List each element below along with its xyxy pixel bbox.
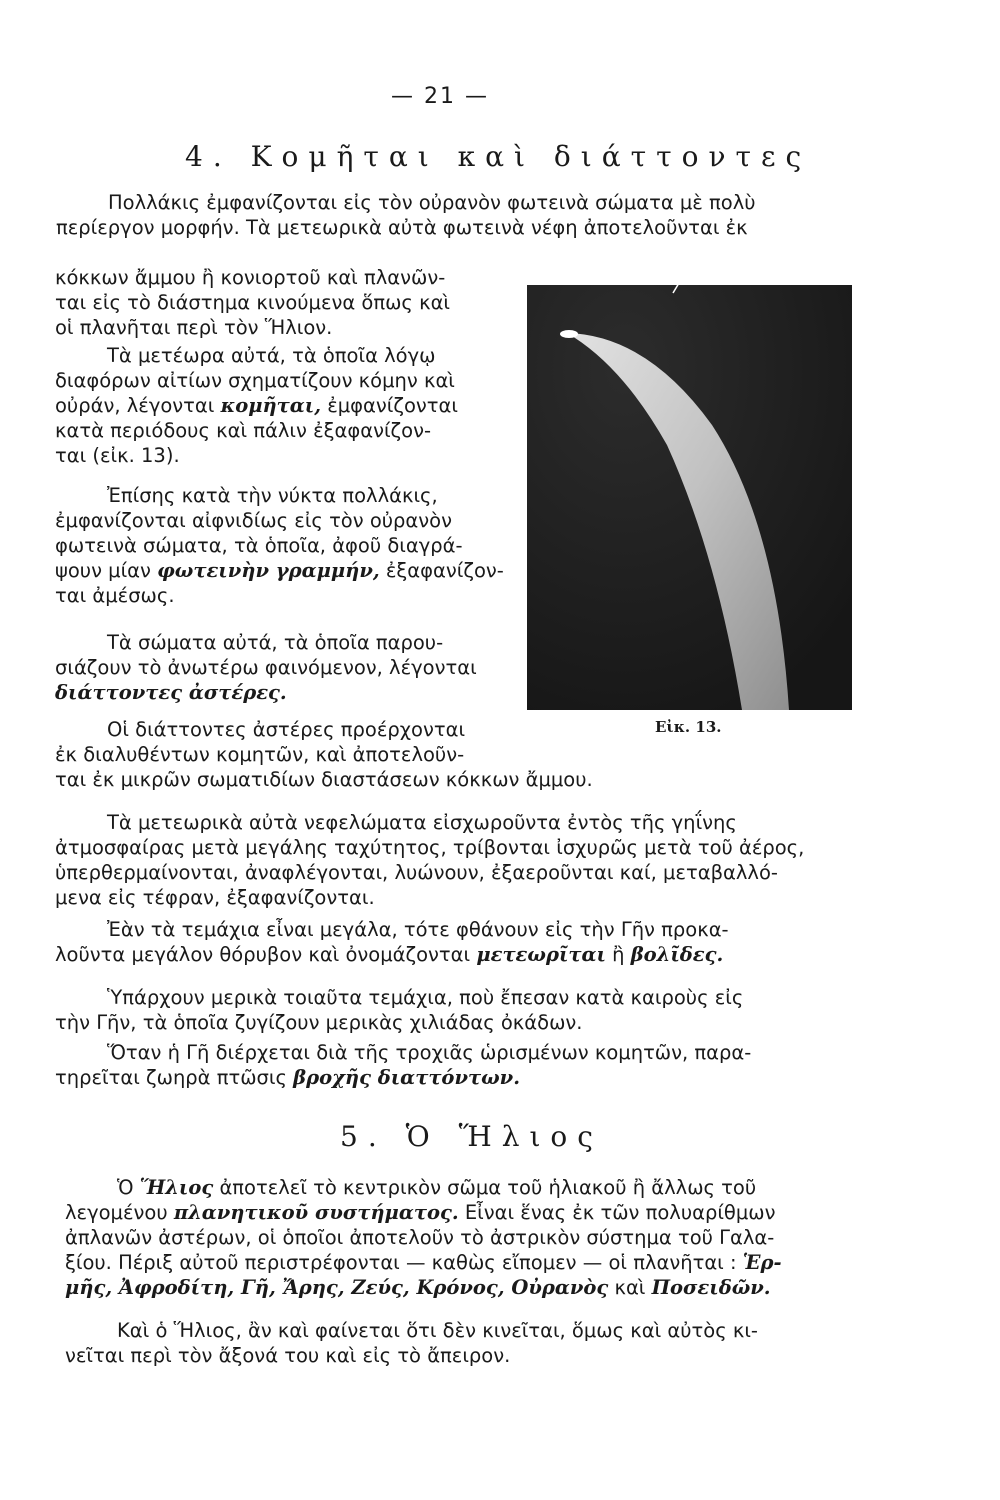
text-line [55, 1065, 875, 1090]
text-line [55, 393, 515, 418]
text-line: ἀπλανῶν ἀστέρων, οἱ ὁποῖοι ἀποτελοῦν τὸ ἀστρικὸν σύστημα τοῦ Γαλα- [65, 1226, 775, 1249]
text-line: ἀτμοσφαίρας μετὰ μεγάλης ταχύτητος, τρίβονται ἰσχυρῶς μετὰ τοῦ ἀέρος, [55, 836, 805, 859]
column-paragraph-1 [55, 265, 515, 340]
term-sun: Ἥλιος [139, 1176, 214, 1199]
text-line [55, 558, 515, 583]
text-line: Καὶ ὁ Ἥλιος, ἂν καὶ φαίνεται ὅτι δὲν κινεῖται, ὅμως καὶ αὐτὸς κι- [117, 1319, 758, 1342]
term-planetary-system: πλανητικοῦ συστήματος. [173, 1201, 459, 1224]
origin-paragraph [55, 717, 855, 792]
text-line: ται εἰς τὸ διάστημα κινούμενα ὅπως καὶ [55, 291, 451, 314]
text-line: ται ἀμέσως. [55, 584, 175, 607]
text-line [55, 942, 875, 967]
term-meteor-shower: βροχῆς διαττόντων. [293, 1066, 520, 1089]
term-shooting-stars: διάττοντες ἀστέρες. [55, 681, 287, 704]
text-line: μενα εἰς τέφραν, ἐξαφανίζονται. [55, 886, 375, 909]
text-line: Τὰ μετεωρικὰ αὐτὰ νεφελώματα εἰσχωροῦντα ἐντὸς τῆς γηΐνης [107, 811, 737, 834]
text-fragment: ξίου. Πέριξ αὐτοῦ περιστρέφονται — καθὼς εἴπομεν — οἱ πλανῆται : [65, 1251, 743, 1274]
text-fragment: Εἶναι ἕνας ἐκ τῶν πολυαρίθμων [458, 1201, 776, 1224]
text-line: Ἐὰν τὰ τεμάχια εἶναι μεγάλα, τότε φθάνουν εἰς τὴν Γῆν προκα- [107, 918, 729, 941]
text-line: ἐμφανίζονται αἰφνιδίως εἰς τὸν οὐρανὸν [55, 509, 452, 532]
text-line: κόκκων ἄμμου ἢ κονιορτοῦ καὶ πλανῶν- [55, 266, 446, 289]
text-line: Ἐπίσης κατὰ τὴν νύκτα πολλάκις, [107, 484, 438, 507]
text-fragment: ἢ [605, 943, 631, 966]
text-fragment: ἐξαφανίζον- [379, 559, 504, 582]
section-4-heading: 4. Κομῆται καὶ διάττοντες [185, 140, 812, 173]
shower-paragraph [55, 1040, 875, 1090]
comet-figure [527, 285, 852, 710]
weights-paragraph [55, 985, 875, 1035]
text-line: περίεργον μορφήν. Τὰ μετεωρικὰ αὐτὰ φωτεινὰ νέφη ἀποτελοῦνται ἐκ [56, 216, 748, 239]
text-line: ται (εἰκ. 13). [55, 444, 180, 467]
text-line: κατὰ περιόδους καὶ πάλιν ἐξαφανίζον- [55, 419, 432, 442]
comets-paragraph [55, 343, 515, 468]
text-line: τὴν Γῆν, τὰ ὁποῖα ζυγίζουν μερικὰς χιλιάδας ὀκάδων. [55, 1011, 583, 1034]
text-line: Ὅταν ἡ Γῆ διέρχεται διὰ τῆς τροχιᾶς ὡρισμένων κομητῶν, παρα- [107, 1041, 752, 1064]
section-5-heading: 5. Ὁ Ἥλιος [340, 1120, 603, 1153]
text-line [65, 1200, 880, 1225]
text-line: Ὑπάρχουν μερικὰ τοιαῦτα τεμάχια, ποὺ ἔπεσαν κατὰ καιροὺς εἰς [107, 986, 744, 1009]
text-line: διαφόρων αἰτίων σχηματίζουν κόμην καὶ [55, 369, 455, 392]
text-line: ἐκ διαλυθέντων κομητῶν, καὶ ἀποτελοῦν- [55, 743, 465, 766]
text-fragment: ἐμφανίζονται [321, 394, 458, 417]
text-fragment: καὶ [608, 1276, 652, 1299]
term-hermes: Ἑρ- [742, 1251, 782, 1274]
text-fragment: ψουν μίαν [55, 559, 158, 582]
intro-paragraph [56, 190, 860, 240]
text-line: Πολλάκις ἐμφανίζονται εἰς τὸν οὐρανὸν φωτεινὰ σώματα μὲ πολὺ [108, 191, 756, 214]
text-line: οἱ πλανῆται περὶ τὸν Ἥλιον. [55, 316, 333, 339]
term-planets: μῆς, Ἀφροδίτη, Γῆ, Ἄρης, Ζεύς, Κρόνος, Οὐρανὸς [65, 1276, 609, 1299]
text-line: Οἱ διάττοντες ἀστέρες προέρχονται [107, 718, 466, 741]
night-paragraph [55, 483, 515, 608]
text-line: σιάζουν τὸ ἀνωτέρω φαινόμενον, λέγονται [55, 656, 477, 679]
term-light-line: φωτεινὴν γραμμήν, [157, 559, 380, 582]
text-line [65, 1275, 880, 1300]
term-meteorites: μετεωρῖται [476, 943, 606, 966]
text-fragment: ἀποτελεῖ τὸ κεντρικὸν σῶμα τοῦ ἡλιακοῦ ἢ ἄλλως τοῦ [213, 1176, 757, 1199]
text-fragment: Ὁ [117, 1176, 140, 1199]
text-fragment: οὐράν, λέγονται [55, 394, 221, 417]
text-line: Τὰ μετέωρα αὐτά, τὰ ὁποῖα λόγῳ [107, 344, 436, 367]
text-fragment: λοῦντα μεγάλον θόρυβον καὶ ὀνομάζονται [55, 943, 477, 966]
term-bolides: βολῖδες. [630, 943, 724, 966]
term-poseidon: Ποσειδῶν. [651, 1276, 771, 1299]
sun-paragraph [65, 1175, 880, 1300]
text-line [65, 1250, 880, 1275]
comet-image [527, 285, 852, 710]
bodies-paragraph [55, 630, 515, 705]
figure-caption: Εἰκ. 13. [655, 718, 722, 736]
text-fragment: λεγομένου [65, 1201, 174, 1224]
sun-motion-paragraph [65, 1318, 880, 1368]
comet-head [560, 330, 578, 338]
text-line [65, 1175, 880, 1200]
text-line: ὑπερθερμαίνονται, ἀναφλέγονται, λυώνουν, ἐξαεροῦνται καί, μεταβαλλό- [55, 861, 778, 884]
text-fragment: τηρεῖται ζωηρὰ πτῶσις [55, 1066, 294, 1089]
meteor-paragraph [55, 810, 875, 910]
term-kometai: κομῆται, [220, 394, 322, 417]
page-number: — 21 — [391, 84, 489, 109]
text-line: φωτεινὰ σώματα, τὰ ὁποῖα, ἀφοῦ διαγρά- [55, 534, 463, 557]
text-line: Τὰ σώματα αὐτά, τὰ ὁποῖα παρου- [107, 631, 444, 654]
text-line: νεῖται περὶ τὸν ἄξονά του καὶ εἰς τὸ ἄπειρον. [65, 1344, 511, 1367]
text-line: ται ἐκ μικρῶν σωματιδίων διαστάσεων κόκκων ἄμμου. [55, 768, 593, 791]
fragments-paragraph [55, 917, 875, 967]
